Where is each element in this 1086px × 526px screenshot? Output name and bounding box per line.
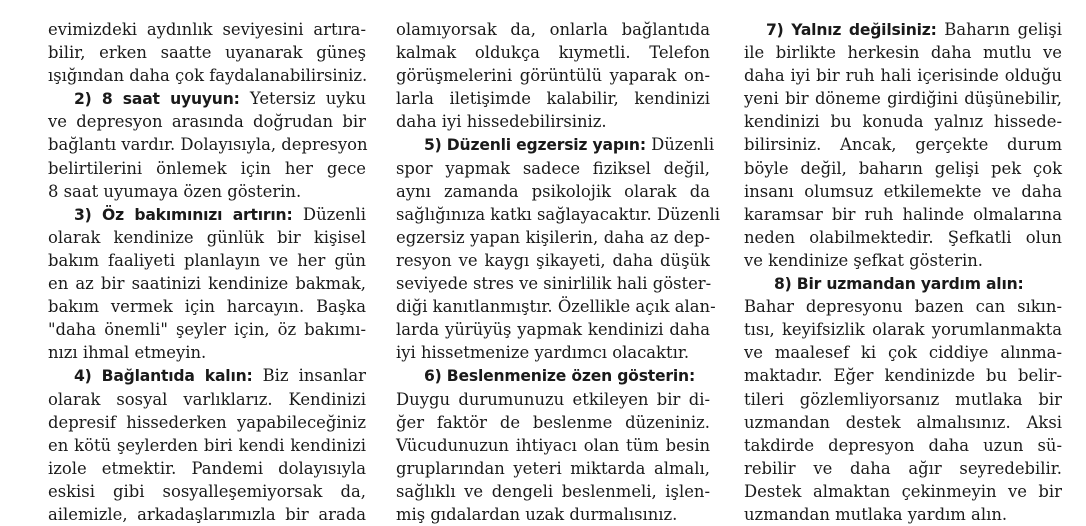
text-line: ve depresyon arasında doğrudan bir [48,112,366,132]
text-line: sağlıklı ve dengeli beslenmeli, işlen- [396,481,710,501]
text-line: bilirsiniz. Ancak, gerçekte durum [744,135,1062,155]
text-line: ve kendinize şefkat gösterin. [744,250,984,270]
text-line [48,87,366,110]
text-line: uzmandan mutlaka yardım alın. [744,504,1008,524]
text-line: Vücudunuzun ihtiyacı olan tüm besin [396,435,710,455]
text-line: böyle değil, baharın gelişi pek çok [744,158,1062,178]
text-line: ışığından daha çok faydalanabilirsiniz. [48,66,368,86]
text-run: Biz insanlar [252,366,367,386]
text-line: izole etmektir. Pandemi dolayısıyla [48,458,366,478]
text-line: iyi hissetmenize yardımcı olacaktır. [396,343,690,363]
text-line: eskisi gibi sosyalleşemiyorsak da, [48,481,366,501]
text-run: Baharın gelişi [936,20,1062,39]
text-line: belirtilerini önlemek için her gece [48,158,366,178]
text-line: "daha önemli" şeyler için, öz bakımı- [48,320,366,340]
text-line: bilir, erken saatte uyanarak güneş [48,43,366,63]
text-line: larda yürüyüş yapmak kendinizi daha [396,320,710,340]
text-line: olamıyorsak da, onlarla bağlantıda [396,20,710,39]
text-line: daha iyi hissedebilirsiniz. [396,112,607,132]
text-line [48,364,366,387]
text-line: resyon ve kaygı şikayeti, daha düşük [396,250,710,270]
section-heading-2: 2) 8 saat uyuyun: [74,90,240,109]
text-line: larla iletişimde kalabilir, kendinizi [396,89,710,109]
text-line: uzmandan destek almalısınız. Aksi [744,412,1062,432]
text-line: aynı zamanda psikolojik olarak da [396,181,710,201]
text-line: ve maalesef ki çok ciddiye alınma- [744,343,1062,363]
text-line [744,272,1062,295]
text-line: bakım vermek için harcayın. Başka [48,297,366,317]
text-line [48,203,366,226]
text-line: daha iyi bir ruh hali içerisinde olduğu [744,66,1062,86]
text-line: kendinizi bu konuda yalnız hissede- [744,112,1062,132]
text-line: görüşmelerini görüntülü yaparak on- [396,66,710,86]
text-line: bağlantı vardır. Dolayısıyla, depresyon [48,135,368,155]
text-line: sağlığınıza katkı sağlayacaktır. Düzenli [396,204,720,224]
section-heading-6: 6) Beslenmenize özen gösterin: [424,367,695,386]
text-line [396,133,715,156]
text-line: Destek almaktan çekinmeyin ve bir [744,481,1062,501]
text-column-1 [48,18,366,526]
text-line: yeni bir döneme girdiğini düşünebilir, [744,89,1062,109]
text-line: evimizdeki aydınlık seviyesini artıra- [48,20,366,39]
text-line: kalmak oldukça kıymetli. Telefon [396,43,710,63]
text-run: Düzenli [645,135,715,155]
text-line [396,364,710,387]
section-heading-3: 3) Öz bakımınızı artırın: [74,205,293,224]
text-line: ailemizle, arkadaşlarımızla bir arada [48,504,366,524]
text-line: takdirde depresyon daha uzun sü- [744,435,1062,455]
text-line: nızı ihmal etmeyin. [48,343,207,363]
text-column-3 [744,18,1062,526]
text-line: bakım faaliyeti planlayın ve her gün [48,250,366,270]
text-line: tısı, keyifsizlik olarak yorumlanmakta [744,320,1062,340]
section-heading-5: 5) Düzenli egzersiz yapın: [424,136,646,155]
text-line: olarak kendinize günlük bir kişisel [48,227,366,247]
text-line: olarak sosyal varlıklarız. Kendinizi [48,389,366,409]
text-run: Yetersiz uyku [239,89,367,109]
text-run: Düzenli [292,204,366,224]
text-line: egzersiz yapan kişilerin, daha az dep- [396,227,710,247]
text-line: maktadır. Eğer kendinizde bu belir- [744,366,1062,386]
text-line: ile birlikte herkesin daha mutlu ve [744,43,1062,63]
text-line: diği kanıtlanmıştır. Özellikle açık alan- [396,297,716,317]
text-line: rebilir ve daha ağır seyredebilir. [744,458,1062,478]
text-line: en az bir saatinizi kendinize bakmak, [48,274,366,294]
section-heading-4: 4) Bağlantıda kalın: [74,367,253,386]
text-line: Bahar depresyonu bazen can sıkın- [744,297,1062,317]
text-line: neden olabilmektedir. Şefkatli olun [744,227,1062,247]
text-line: insanı olumsuz etkilemekte ve daha [744,181,1062,201]
text-line: tileri gözlemliyorsanız mutlaka bir [744,389,1062,409]
text-line: miş gıdalardan uzak durmalısınız. [396,504,678,524]
text-line: spor yapmak sadece fiziksel değil, [396,158,710,178]
text-line: gruplarından yeteri miktarda almalı, [396,458,710,478]
text-line: ğer faktör de beslenme düzeniniz. [396,412,710,432]
text-line [744,18,1062,41]
text-line: 8 saat uyumaya özen gösterin. [48,181,302,201]
text-line: Duygu durumunuzu etkileyen bir di- [396,389,710,409]
text-line: seviyede stres ve sinirlilik hali göster- [396,274,712,294]
text-line: karamsar bir ruh halinde olmalarına [744,204,1062,224]
text-line: en kötü şeylerden biri kendi kendinizi [48,435,366,455]
text-column-2 [396,18,720,526]
section-heading-8: 8) Bir uzmandan yardım alın: [774,275,1024,294]
text-line: depresif hissederken yapabileceğiniz [48,412,366,432]
section-heading-7: 7) Yalnız değilsiniz: [766,21,937,39]
